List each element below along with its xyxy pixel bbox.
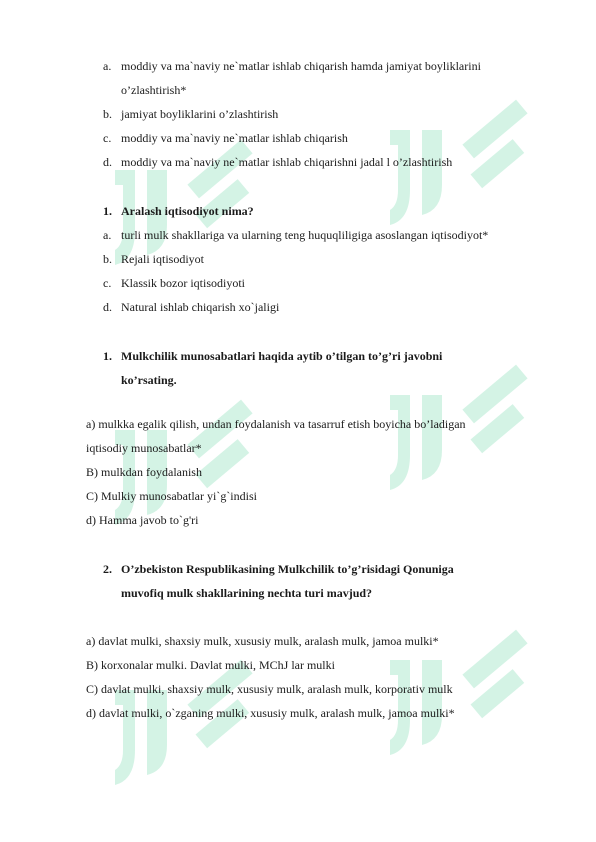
option-d-text: d) Hamma javob to`g'ri: [86, 513, 199, 527]
option-d-text: d) davlat mulki, o`zganing mulki, xususiy mulk, aralash mulk, jamoa mulki*: [86, 706, 455, 720]
option-marker: d.: [103, 300, 112, 314]
option-a-text: a) davlat mulki, shaxsiy mulk, xususiy mulk, aralash mulk, jamoa mulki*: [86, 634, 439, 648]
option-marker: b.: [103, 252, 112, 266]
option-b-text: Rejali iqtisodiyot: [121, 252, 204, 266]
option-marker: a.: [103, 228, 112, 242]
option-a-text: turli mulk shakllariga va ularning teng huquqliligiga asoslangan iqtisodiyot*: [121, 228, 489, 242]
option-c-text: moddiy va ma`naviy ne`matlar ishlab chiqarish: [121, 131, 348, 145]
option-b-text: B) korxonalar mulki. Davlat mulki, MChJ lar mulki: [86, 658, 335, 672]
option-marker: c.: [103, 276, 112, 290]
option-marker: c.: [103, 131, 112, 145]
question-text: Aralash iqtisodiyot nima?: [121, 204, 254, 218]
option-marker: d.: [103, 155, 112, 169]
option-a-continuation: iqtisodiy munosabatlar*: [86, 441, 202, 455]
question-text-continuation: muvofiq mulk shakllarining nechta turi mavjud?: [121, 586, 373, 600]
question-number: 1.: [103, 204, 112, 218]
option-b-text: B) mulkdan foydalanish: [86, 465, 202, 479]
question-number: 2.: [103, 562, 112, 576]
option-b-text: jamiyat boyliklarini o’zlashtirish: [121, 107, 279, 121]
question-text: Mulkchilik munosabatlari haqida aytib o’tilgan to’g’ri javobni: [121, 349, 443, 363]
option-c-text: C) davlat mulki, shaxsiy mulk, xususiy mulk, aralash mulk, korporativ mulk: [86, 682, 453, 696]
option-d-text: moddiy va ma`naviy ne`matlar ishlab chiqarishni jadal l o’zlashtirish: [121, 155, 453, 169]
option-a-continuation: o’zlashtirish*: [121, 83, 187, 97]
option-c-text: Klassik bozor iqtisodiyoti: [121, 276, 245, 290]
option-marker: a.: [103, 59, 112, 73]
option-c-text: C) Mulkiy munosabatlar yi`g`indisi: [86, 489, 257, 503]
question-text: O’zbekiston Respublikasining Mulkchilik to’g’risidagi Qonuniga: [121, 562, 454, 576]
question-text-continuation: ko’rsating.: [121, 373, 177, 387]
question-number: 1.: [103, 349, 112, 363]
option-a-text: moddiy va ma`naviy ne`matlar ishlab chiqarish hamda jamiyat boyliklarini: [121, 59, 481, 73]
option-a-text: a) mulkka egalik qilish, undan foydalanish va tasarruf etish boyicha bo’ladigan: [86, 417, 466, 431]
option-d-text: Natural ishlab chiqarish xo`jaligi: [121, 300, 280, 314]
option-marker: b.: [103, 107, 112, 121]
